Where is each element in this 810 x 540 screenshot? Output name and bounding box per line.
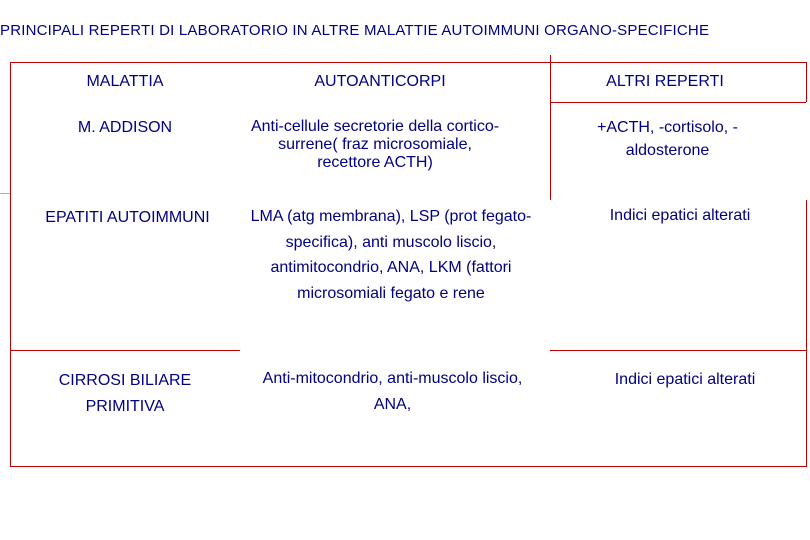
column-divider — [806, 62, 807, 102]
column-divider — [806, 350, 807, 467]
row3-antibodies: Anti-mitocondrio, anti-muscolo liscio, ANA, — [262, 370, 523, 413]
row-divider — [550, 350, 806, 351]
row1-disease: M. ADDISON — [77, 119, 173, 136]
row2-antibodies: LMA (atg membrana), LSP (prot fegato-specifica), anti muscolo liscio, antimitocondrio, ANA, LKM (fattori microsomiali fegato e rene — [250, 208, 532, 302]
row-divider — [550, 102, 806, 103]
row1-other: +ACTH, -cortisolo, - aldosterone — [597, 119, 738, 160]
header-altri-reperti: ALTRI REPERTI — [606, 73, 724, 90]
row2-other: Indici epatici alterati — [609, 207, 751, 224]
row2-disease: EPATITI AUTOIMMUNI — [45, 209, 210, 226]
row3-disease: CIRROSI BILIARE PRIMITIVA — [58, 372, 192, 415]
column-divider — [806, 200, 807, 350]
faint-divider — [0, 193, 10, 194]
row1-antibodies: Anti-cellule secretorie della cortico-surrene( fraz microsomiale, recettore ACTH) — [250, 118, 500, 171]
header-autoanticorpi: AUTOANTICORPI — [314, 73, 446, 90]
header-malattia: MALATTIA — [86, 73, 164, 90]
column-divider — [550, 55, 551, 200]
table-bottom-border — [10, 466, 806, 467]
page-title: PRINCIPALI REPERTI DI LABORATORIO IN ALTRE MALATTIE AUTOIMMUNI ORGANO-SPECIFICHE — [0, 22, 710, 39]
row-divider — [10, 350, 240, 351]
row3-other: Indici epatici alterati — [614, 371, 756, 388]
